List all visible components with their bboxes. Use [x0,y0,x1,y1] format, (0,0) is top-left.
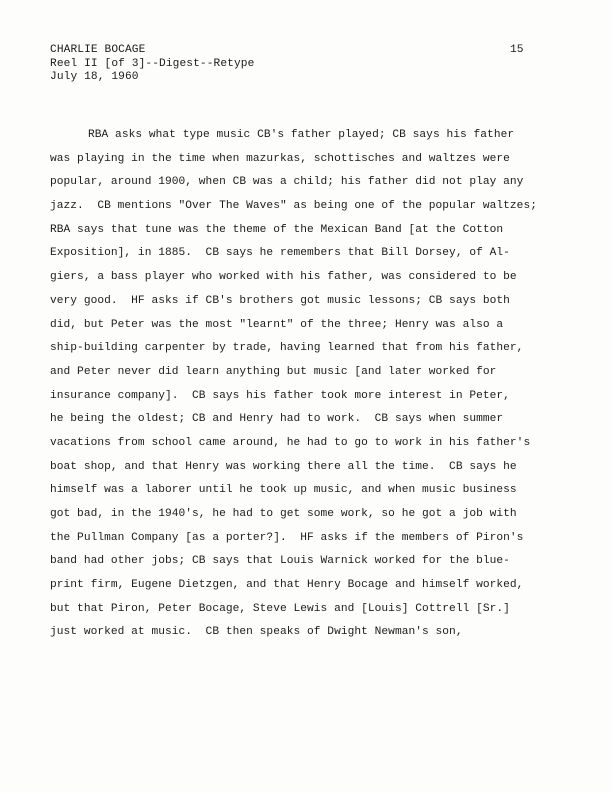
text-line: got bad, in the 1940's, he had to get some work, so he got a job with [50,508,517,520]
text-line: did, but Peter was the most "learnt" of the three; Henry was also a [50,318,504,331]
interviewee-name: CHARLIE BOCAGE [50,44,146,56]
text-line: RBA says that tune was the theme of the Mexican Band [at the Cotton [50,223,504,236]
interview-date: July 18, 1960 [50,71,139,83]
text-line: jazz. CB mentions "Over The Waves" as being one of the popular waltzes; [50,200,537,213]
text-line: vacations from school came around, he had to go to work in his father's [50,436,531,449]
document-header [50,44,254,85]
text-line: print firm, Eugene Dietzgen, and that Henry Bocage and himself worked, [50,579,524,592]
text-line: giers, a bass player who worked with his father, was considered to be [50,271,517,284]
text-line: boat shop, and that Henry was working there all the time. CB says he [50,460,517,473]
text-line: very good. HF asks if CB's brothers got music lessons; CB says both [50,294,510,307]
text-line: was playing in the time when mazurkas, schottisches and waltzes were [50,152,510,165]
reel-info: Reel II [of 3]--Digest--Retype [50,57,255,70]
text-line: insurance company]. CB says his father took more interest in Peter, [50,389,510,402]
text-line: ship-building carpenter by trade, having learned that from his father, [50,342,524,355]
text-line: popular, around 1900, when CB was a child; his father did not play any [50,176,524,189]
text-line: and Peter never did learn anything but music [and later worked for [50,365,497,378]
text-line: Exposition], in 1885. CB says he remembers that Bill Dorsey, of Al- [50,247,510,260]
text-line: the Pullman Company [as a porter?]. HF asks if the members of Piron's [50,531,524,544]
text-line: band had other jobs; CB says that Louis Warnick worked for the blue- [50,555,510,568]
text-line: just worked at music. CB then speaks of Dwight Newman's son, [50,626,463,639]
body-paragraph [50,124,570,645]
text-line: RBA asks what type music CB's father played; CB says his father [88,129,515,141]
text-line: but that Piron, Peter Bocage, Steve Lewis and [Louis] Cottrell [Sr.] [50,602,510,615]
text-line: himself was a laborer until he took up music, and when music business [50,484,517,497]
text-line: he being the oldest; CB and Henry had to work. CB says when summer [50,413,504,426]
page-number: 15 [510,44,524,56]
